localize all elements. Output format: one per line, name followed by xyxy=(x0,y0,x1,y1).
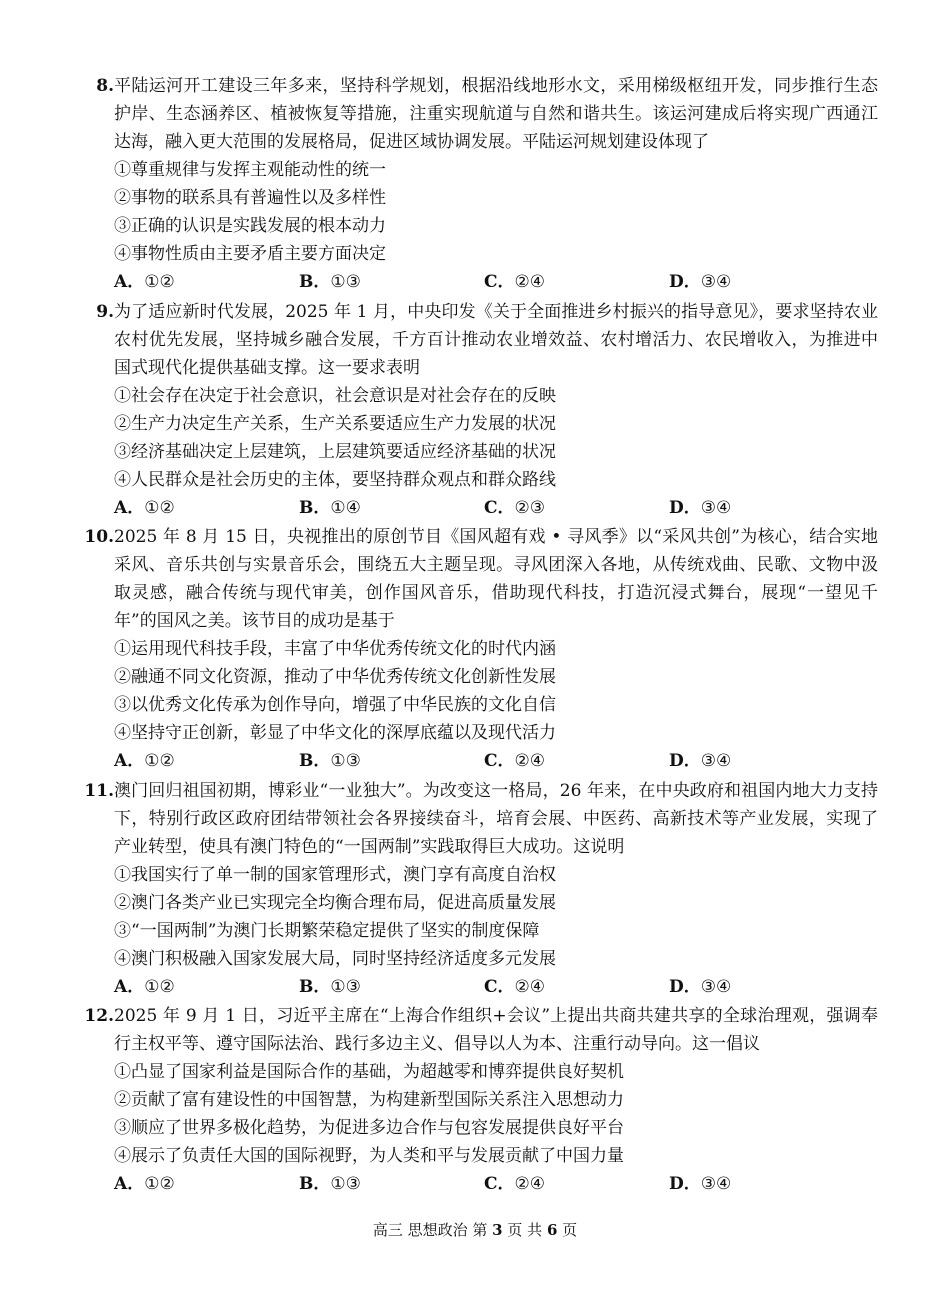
statement-2: ②事物的联系具有普遍性以及多样性 xyxy=(114,188,386,208)
statement-2: ②贡献了富有建设性的中国智慧，为构建新型国际关系注入思想动力 xyxy=(114,1090,624,1110)
question-number: 9. xyxy=(96,302,114,322)
answer-choices xyxy=(114,1170,878,1198)
answer-choices xyxy=(114,494,878,522)
statement-1: ①我国实行了单一制的国家管理形式，澳门享有高度自治权 xyxy=(114,865,556,885)
footer-page-prefix: 第 xyxy=(472,1221,488,1239)
question-stem: 平陆运河开工建设三年多来，坚持科学规划，根据沿线地形水文，采用梯级枢纽开发，同步推行生态护岸、生态涵养区、植被恢复等措施，注重实现航道与自然和谐共生。该运河建成后将实现广西通江达海，融入更大范围的发展格局，促进区域协调发展。平陆运河规划建设体现了 xyxy=(114,76,878,152)
statement-3: ③以优秀文化传承为创作导向，增强了中华民族的文化自信 xyxy=(114,695,556,715)
choice-b[interactable]: B．①④ xyxy=(299,498,361,518)
question-number: 11. xyxy=(84,781,114,801)
choice-b[interactable]: B．①③ xyxy=(299,1174,361,1194)
statement-3: ③经济基础决定上层建筑，上层建筑要适应经济基础的状况 xyxy=(114,442,556,462)
question-11 xyxy=(78,777,878,1001)
question-stem: 2025 年 9 月 1 日，习近平主席在“上海合作组织+会议”上提出共商共建共享的全球治理观，强调奉行主权平等、遵守国际法治、践行多边主义、倡导以人为本、注重行动导向。这一倡议 xyxy=(114,1006,878,1054)
footer-page-suffix: 页 xyxy=(562,1221,578,1239)
answer-choices xyxy=(114,268,878,296)
answer-choices xyxy=(114,973,878,1001)
page-footer xyxy=(0,1219,950,1241)
statement-4: ④澳门积极融入国家发展大局，同时坚持经济适度多元发展 xyxy=(114,949,556,969)
question-9 xyxy=(78,298,878,522)
footer-page-middle: 页 共 xyxy=(507,1221,543,1239)
statement-4: ④事物性质由主要矛盾主要方面决定 xyxy=(114,244,386,264)
statement-3: ③顺应了世界多极化趋势，为促进多边合作与包容发展提供良好平台 xyxy=(114,1118,624,1138)
statement-1: ①运用现代科技手段，丰富了中华优秀传统文化的时代内涵 xyxy=(114,639,556,659)
choice-d[interactable]: D．③④ xyxy=(669,498,732,518)
choice-b[interactable]: B．①③ xyxy=(299,751,361,771)
statement-4: ④人民群众是社会历史的主体，要坚持群众观点和群众路线 xyxy=(114,470,556,490)
choice-d[interactable]: D．③④ xyxy=(669,977,732,997)
choice-a[interactable]: A．①② xyxy=(114,1174,175,1194)
choice-c[interactable]: C．②④ xyxy=(484,751,546,771)
choice-a[interactable]: A．①② xyxy=(114,977,175,997)
statement-1: ①凸显了国家利益是国际合作的基础，为超越零和博弈提供良好契机 xyxy=(114,1062,624,1082)
statement-4: ④坚持守正创新，彰显了中华文化的深厚底蕴以及现代活力 xyxy=(114,723,556,743)
question-stem: 2025 年 8 月 15 日，央视推出的原创节目《国风超有戏 • 寻风季》以“采风共创”为核心，结合实地采风、音乐共创与实景音乐会，围绕五大主题呈现。寻风团深入各地，从传统戏曲、民歌、文物中汲取灵感，融合传统与现代审美，创作国风音乐，借助现代科技，打造沉浸式舞台，展现“一望见千年”的国风之美。该节目的成功是基于 xyxy=(114,527,878,631)
statement-1: ①尊重规律与发挥主观能动性的统一 xyxy=(114,160,386,180)
choice-d[interactable]: D．③④ xyxy=(669,1174,732,1194)
answer-choices xyxy=(114,747,878,775)
question-stem: 为了适应新时代发展，2025 年 1 月，中央印发《关于全面推进乡村振兴的指导意见》，要求坚持农业农村优先发展，坚持城乡融合发展，千方百计推动农业增效益、农村增活力、农民增收入，为推进中国式现代化提供基础支撑。这一要求表明 xyxy=(114,302,878,378)
statement-4: ④展示了负责任大国的国际视野，为人类和平与发展贡献了中国力量 xyxy=(114,1146,624,1166)
choice-c[interactable]: C．②④ xyxy=(484,1174,546,1194)
choice-b[interactable]: B．①③ xyxy=(299,977,361,997)
question-number: 10. xyxy=(84,527,114,547)
statement-2: ②融通不同文化资源，推动了中华优秀传统文化创新性发展 xyxy=(114,667,556,687)
choice-d[interactable]: D．③④ xyxy=(669,272,732,292)
question-number: 8. xyxy=(96,76,114,96)
choice-a[interactable]: A．①② xyxy=(114,498,175,518)
footer-page-number: 3 xyxy=(492,1221,503,1239)
choice-c[interactable]: C．②③ xyxy=(484,498,546,518)
footer-subject: 高三 思想政治 xyxy=(372,1221,468,1239)
choice-c[interactable]: C．②④ xyxy=(484,272,546,292)
footer-total-pages: 6 xyxy=(546,1221,558,1239)
choice-d[interactable]: D．③④ xyxy=(669,751,732,771)
question-stem: 澳门回归祖国初期，博彩业“一业独大”。为改变这一格局，26 年来，在中央政府和祖国内地大力支持下，特别行政区政府团结带领社会各界接续奋斗，培育会展、中医药、高新技术等产业发展，实现了产业转型，使具有澳门特色的“一国两制”实践取得巨大成功。这说明 xyxy=(114,781,878,857)
choice-a[interactable]: A．①② xyxy=(114,751,175,771)
question-12 xyxy=(78,1002,878,1198)
question-number: 12. xyxy=(84,1006,114,1026)
statement-3: ③正确的认识是实践发展的根本动力 xyxy=(114,216,386,236)
choice-a[interactable]: A．①② xyxy=(114,272,175,292)
choice-c[interactable]: C．②④ xyxy=(484,977,546,997)
choice-b[interactable]: B．①③ xyxy=(299,272,361,292)
statement-2: ②澳门各类产业已实现完全均衡合理布局，促进高质量发展 xyxy=(114,893,556,913)
question-10 xyxy=(78,523,878,775)
statement-2: ②生产力决定生产关系，生产关系要适应生产力发展的状况 xyxy=(114,414,556,434)
statement-1: ①社会存在决定于社会意识，社会意识是对社会存在的反映 xyxy=(114,386,556,406)
question-8 xyxy=(78,72,878,296)
statement-3: ③“一国两制”为澳门长期繁荣稳定提供了坚实的制度保障 xyxy=(114,921,540,941)
